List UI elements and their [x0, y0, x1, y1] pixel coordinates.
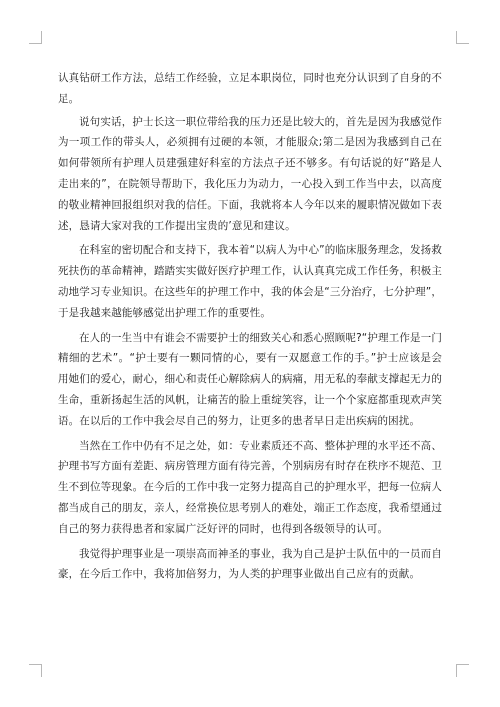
crop-mark-top-right: [456, 31, 469, 44]
paragraph-3: 在科室的密切配合和支持下，我本着“以病人为中心”的临床服务理念，发扬救死扶伤的革命精神，踏踏实实做好医疗护理工作，认认真真完成工作任务，积极主动地学习专业知识。在这些年的护理工作中，我的体会是“三分治疗，七分护理”，于是我越来越能够感觉出护理工作的重要性。: [58, 244, 442, 319]
crop-mark-top-left: [29, 31, 42, 44]
paragraph-1: 认真钻研工作方法，总结工作经验，立足本职岗位，同时也充分认识到了自身的不足。: [58, 72, 442, 105]
paragraph-4: 在人的一生当中有谁会不需要护士的细致关心和悉心照顾呢?“护理工作是一门精细的艺术”。“护士要有一颗同情的心，要有一双愿意工作的手。”护士应该是会用她们的爱心，耐心，细心和责任心解除病人的病痛，用无私的奉献支撑起无力的生命，重新扬起生活的风帆，让痛苦的脸上重绽笑容，让一个个家庭都重现欢声笑语。在以后的工作中我会尽自己的努力，让更多的患者早日走出疾病的困扰。: [58, 331, 442, 427]
crop-mark-bottom-left: [29, 664, 42, 677]
crop-mark-bottom-right: [456, 664, 469, 677]
paragraph-6: 我觉得护理事业是一项崇高而神圣的事业，我为自己是护士队伍中的一员而自豪，在今后工作中，我将加倍努力，为人类的护理事业做出自己应有的贡献。: [58, 547, 442, 581]
document-body: [58, 68, 442, 589]
paragraph-5: 当然在工作中仍有不足之处，如：专业素质还不高、整体护理的水平还不高、护理书写方面有差距、病房管理方面有待完善，个别病房有时存在秩序不规范、卫生不到位等现象。在今后的工作中我一定努力提高自己的护理水平，把每一位病人都当成自己的朋友，亲人，经常换位思考别人的难处，端正工作态度，我希望通过自己的努力获得患者和家属广泛好评的同时，也得到各级领导的认可。: [58, 439, 442, 535]
paragraph-2: 说句实话，护士长这一职位带给我的压力还是比较大的，首先是因为我感觉作为一项工作的带头人，必须拥有过硬的本领，才能服众;第二是因为我感到自己在如何带领所有护理人员建强建好科室的方法点子还不够多。有句话说的好“路是人走出来的”，在院领导帮助下，我化压力为动力，一心投入到工作当中去，以高度的敬业精神回报组织对我的信任。下面，我就将本人今年以来的履职情况做如下表述，恳请大家对我的工作提出宝贵的’意见和建议。: [58, 115, 442, 232]
